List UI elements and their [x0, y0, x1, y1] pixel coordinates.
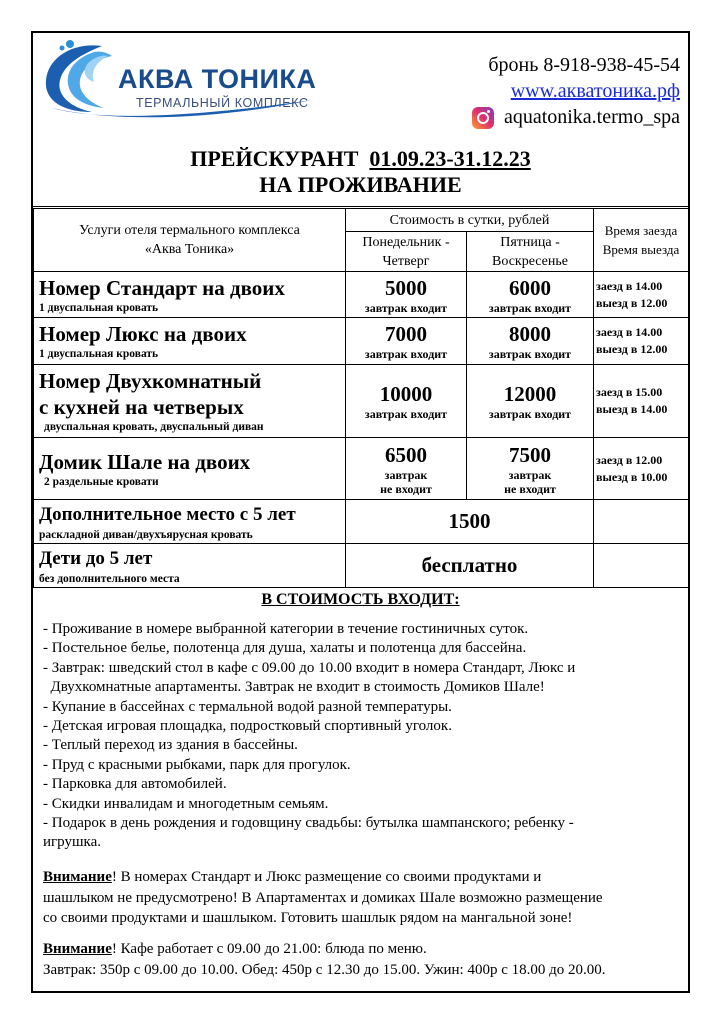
weekend-price-cell — [467, 318, 594, 365]
service-header-line: Услуги отеля термального комплекса — [79, 223, 300, 238]
note-line: со своими продуктами и шашлыком. Готовить шашлык рядом на мангальной зоне! — [43, 910, 573, 926]
empty-cell — [594, 500, 689, 544]
weekend-price: 8000 — [509, 322, 551, 346]
weekday-header-line: Четверг — [382, 253, 430, 269]
weekday-price: 5000 — [385, 275, 427, 300]
times-column-header — [594, 209, 689, 272]
weekend-price: 12000 — [503, 382, 557, 406]
room-name: Номер Люкс на двоих — [39, 322, 247, 346]
weekday-price-cell — [346, 272, 467, 318]
note-line — [43, 939, 688, 960]
weekend-price: 7500 — [509, 442, 551, 467]
weekday-price: 10000 — [379, 382, 433, 406]
list-item: - Детская игровая площадка, подростковый спортивный уголок. — [43, 718, 452, 735]
weekday-price: 6500 — [385, 442, 427, 467]
weekday-price: 7000 — [385, 322, 427, 346]
instagram-link[interactable] — [472, 106, 680, 129]
list-item: игрушка. — [43, 834, 102, 851]
checkout-time: выезд в 14.00 — [596, 402, 668, 416]
weekday-price-cell — [346, 438, 467, 500]
times-header-line: Время выезда — [602, 242, 680, 257]
note-line — [43, 867, 688, 888]
website-link[interactable]: www.акватоника.рф — [510, 80, 680, 102]
weekday-header-line: Понедельник - — [362, 234, 450, 250]
breakfast-note: не входит — [504, 481, 556, 496]
breakfast-note: завтрак входит — [364, 407, 448, 421]
checkin-times-cell — [594, 438, 689, 500]
service-header-line: «Аква Тоника» — [144, 242, 235, 257]
attention-note-cafe — [43, 939, 688, 980]
logo-name: АКВА ТОНИКА — [118, 64, 317, 94]
table-row — [34, 365, 689, 438]
table-row — [34, 544, 689, 588]
times-header-line: Время заезда — [604, 223, 678, 238]
extra-bed-cell — [34, 500, 346, 544]
table-row — [34, 318, 689, 365]
table-row — [34, 438, 689, 500]
weekend-header-line: Пятница - — [500, 234, 560, 250]
list-item: - Парковка для автомобилей. — [43, 776, 227, 793]
checkin-time: заезд в 14.00 — [596, 325, 663, 339]
breakfast-note: завтрак — [384, 467, 428, 482]
list-item: - Проживание в номере выбранной категории в течение гостиничных суток. — [43, 621, 529, 637]
breakfast-note: завтрак входит — [488, 300, 572, 315]
room-cell — [34, 318, 346, 365]
weekday-price-cell — [346, 318, 467, 365]
checkout-time: выезд в 12.00 — [596, 295, 668, 310]
checkin-time: заезд в 15.00 — [596, 385, 663, 399]
list-item: - Постельное белье, полотенца для душа, халаты и полотенца для бассейна. — [43, 640, 527, 657]
list-item: - Скидки инвалидам и многодетным семьям. — [43, 795, 329, 812]
checkin-time: заезд в 12.00 — [596, 452, 663, 467]
list-item: - Теплый переход из здания в бассейны. — [43, 737, 298, 754]
booking-phone: бронь 8-918-938-45-54 — [488, 54, 680, 76]
list-item: - Пруд с красными рыбками, парк для прогулок. — [43, 756, 351, 773]
title-prefix: ПРЕЙСКУРАНТ — [190, 146, 359, 171]
included-title: В СТОИМОСТЬ ВХОДИТ: — [261, 591, 460, 608]
room-note: двуспальная кровать, двуспальный диван — [44, 421, 264, 433]
title-period: 01.09.23-31.12.23 — [369, 146, 531, 171]
breakfast-note: завтрак входит — [488, 347, 572, 361]
extra-bed-price: 1500 — [346, 500, 594, 544]
empty-cell — [594, 544, 689, 588]
room-name: Домик Шале на двоих — [39, 449, 251, 474]
note-line: шашлыком не предусмотрено! В Апартаментах и домиках Шале возможно размещение — [43, 889, 603, 906]
note-line: Завтрак: 350р с 09.00 до 10.00. Обед: 450р с 12.30 до 15.00. Ужин: 400р с 18.00 до 20.00. — [43, 961, 606, 978]
logo-subtitle: ТЕРМАЛЬНЫЙ КОМПЛЕКС — [136, 96, 309, 110]
instagram-handle: aquatonika.termo_spa — [503, 106, 680, 128]
checkout-time: выезд в 10.00 — [596, 469, 668, 484]
children-name: Дети до 5 лет — [39, 547, 153, 569]
breakfast-note: завтрак входит — [364, 300, 448, 315]
attention-note-food — [43, 867, 688, 929]
weekday-column-header — [346, 232, 467, 272]
room-name: Номер Стандарт на двоих — [39, 275, 285, 300]
room-name: Номер Двухкомнатный — [39, 369, 262, 393]
room-cell — [34, 272, 346, 318]
table-row — [34, 272, 689, 318]
checkin-times-cell — [594, 272, 689, 318]
checkin-times-cell — [594, 318, 689, 365]
weekend-price-cell — [467, 438, 594, 500]
service-column-header — [34, 209, 346, 272]
page-title — [33, 146, 688, 172]
weekend-header-line: Воскресенье — [492, 253, 568, 269]
room-cell — [34, 438, 346, 500]
breakfast-note: завтрак входит — [364, 347, 448, 361]
title-divider — [33, 206, 688, 207]
room-name: с кухней на четверых — [39, 395, 244, 419]
extra-bed-note: раскладной диван/двухъярусная кровать — [39, 528, 253, 541]
weekend-price-cell — [467, 365, 594, 438]
included-list — [43, 620, 683, 853]
room-note: 2 раздельные кровати — [44, 475, 159, 488]
weekend-price: 6000 — [509, 275, 551, 300]
price-table — [33, 208, 689, 588]
room-cell — [34, 365, 346, 438]
breakfast-note: завтрак входит — [488, 407, 572, 421]
attention-label: Внимание — [43, 869, 112, 885]
breakfast-note: не входит — [380, 481, 432, 496]
list-item: - Подарок в день рождения и годовщину свадьбы: бутылка шампанского; ребенку - — [43, 815, 574, 832]
note-text: ! Кафе работает с 09.00 до 21.00: блюда по меню. — [111, 941, 427, 957]
children-note: без дополнительного места — [39, 572, 180, 585]
checkin-times-cell — [594, 365, 689, 438]
list-item: Двухкомнатные апартаменты. Завтрак не входит в стоимость Домиков Шале! — [43, 679, 545, 696]
children-price: бесплатно — [346, 544, 594, 588]
page-subtitle: НА ПРОЖИВАНИЕ — [259, 172, 462, 197]
list-item: - Купание в бассейнах с термальной водой разной температуры. — [43, 698, 452, 715]
instagram-icon — [472, 107, 494, 129]
checkout-time: выезд в 12.00 — [596, 342, 668, 356]
table-row — [34, 500, 689, 544]
room-note: 1 двуспальная кровать — [39, 301, 159, 314]
weekend-price-cell — [467, 272, 594, 318]
attention-label: Внимание — [43, 941, 112, 957]
checkin-time: заезд в 14.00 — [596, 278, 663, 293]
price-column-header: Стоимость в сутки, рублей — [346, 209, 594, 232]
children-cell — [34, 544, 346, 588]
room-note: 1 двуспальная кровать — [39, 348, 159, 360]
weekday-price-cell — [346, 365, 467, 438]
note-text: ! В номерах Стандарт и Люкс размещение со своими продуктами и — [111, 869, 542, 885]
breakfast-note: завтрак — [508, 467, 552, 482]
weekend-column-header — [467, 232, 594, 272]
list-item: - Завтрак: шведский стол в кафе с 09.00 до 10.00 входит в номера Стандарт, Люкс и — [43, 659, 576, 676]
extra-bed-name: Дополнительное место с 5 лет — [39, 503, 296, 525]
